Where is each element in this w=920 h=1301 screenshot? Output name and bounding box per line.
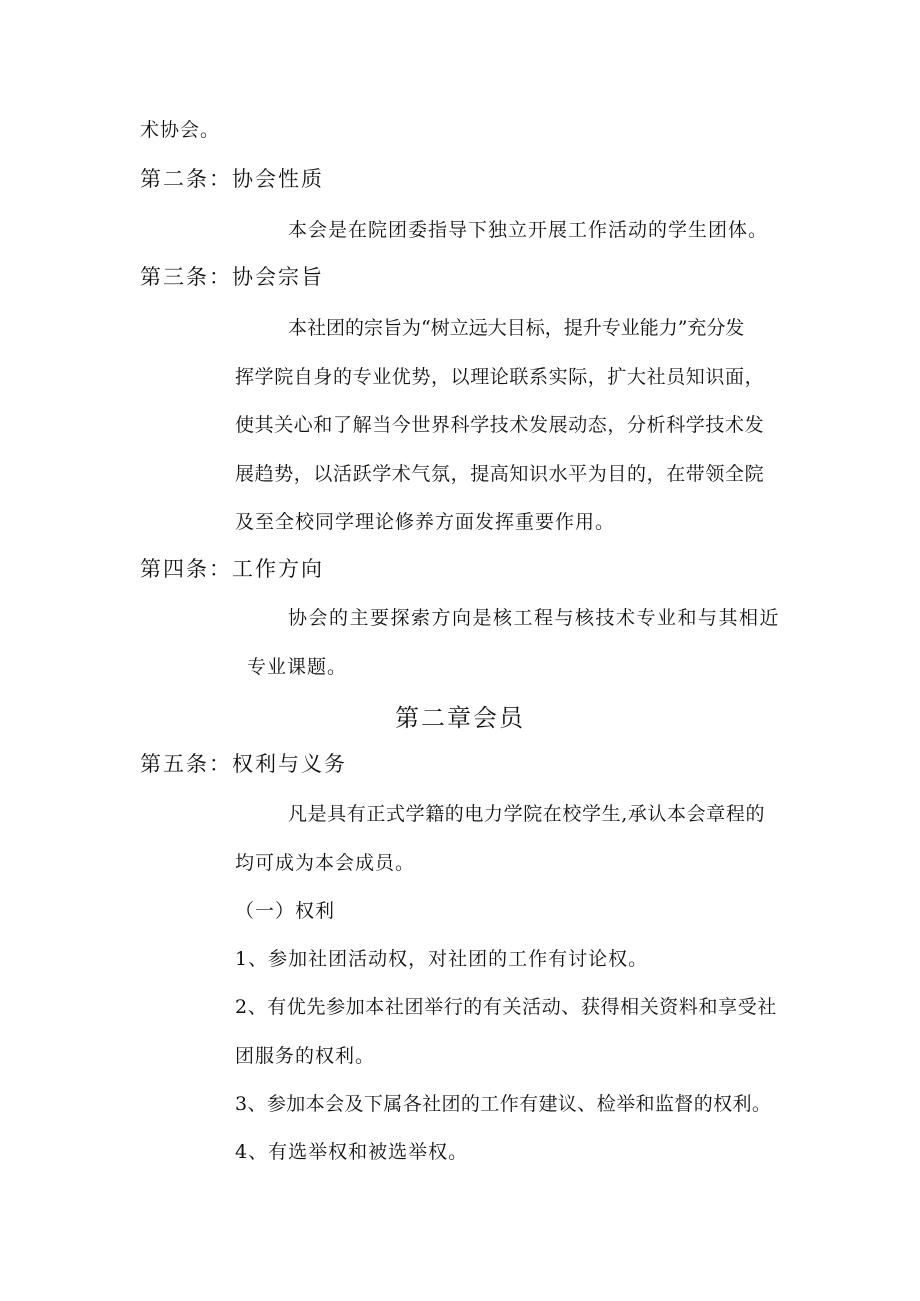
text-line: 协会的主要探索方向是核工程与核技术专业和与其相近 <box>288 607 781 629</box>
text-line: 凡是具有正式学籍的电力学院在校学生,承认本会章程的 <box>288 803 766 825</box>
section-label: （一）权利 <box>235 900 336 922</box>
text-line: 挥学院自身的专业优势，以理论联系实际，扩大社员知识面， <box>235 366 765 388</box>
article-heading: 第四条：工作方向 <box>140 557 324 581</box>
article-heading: 第五条：权利与义务 <box>140 752 347 776</box>
article-heading: 第三条：协会宗旨 <box>140 265 324 289</box>
text-line: 及至全校同学理论修养方面发挥重要作用。 <box>235 511 616 533</box>
text-line: 均可成为本会成员。 <box>235 852 416 874</box>
text-line: 本会是在院团委指导下独立开展工作活动的学生团体。 <box>288 219 769 241</box>
text-line: 术协会。 <box>140 119 221 141</box>
list-item: 3、参加本会及下属各社团的工作有建议、检举和监督的权利。 <box>235 1093 772 1115</box>
text-line: 展趋势，以活跃学术气氛，提高知识水平为目的，在带领全院 <box>235 463 765 485</box>
list-item: 2、有优先参加本社团举行的有关活动、获得相关资料和享受社 <box>235 996 777 1018</box>
text-line: 团服务的权利。 <box>235 1045 376 1067</box>
text-line: 使其关心和了解当今世界科学技术发展动态，分析科学技术发 <box>235 414 765 436</box>
text-line: 专业课题。 <box>247 656 348 678</box>
article-heading: 第二条：协会性质 <box>140 167 324 191</box>
chapter-title: 第二章会员 <box>395 704 525 732</box>
list-item: 1、参加社团活动权，对社团的工作有讨论权。 <box>235 948 649 970</box>
list-item: 4、有选举权和被选举权。 <box>235 1141 469 1163</box>
text-line: 本社团的宗旨为“树立远大目标，提升专业能力”充分发 <box>288 317 745 339</box>
